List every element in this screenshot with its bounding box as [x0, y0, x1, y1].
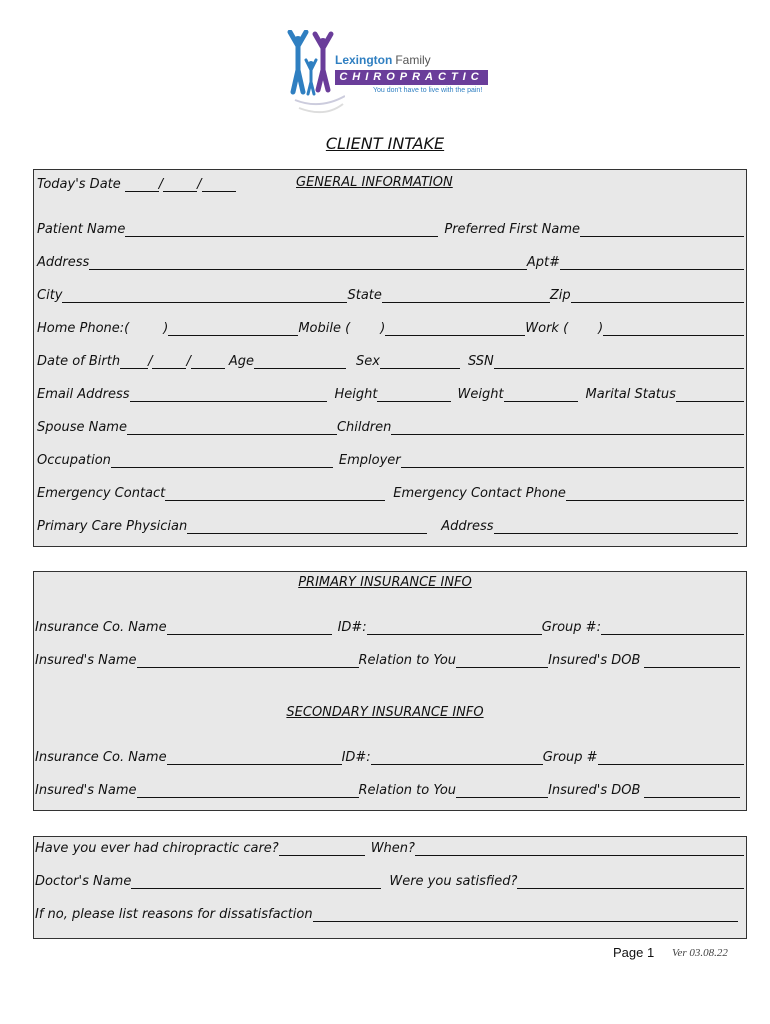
dob-day-field[interactable] — [152, 354, 186, 369]
todays-date-row: Today's Date / / — [37, 175, 744, 195]
city-row: City State Zip — [37, 286, 744, 306]
secondary-insurance-id-field[interactable] — [371, 750, 543, 765]
city-field[interactable] — [62, 288, 347, 303]
emergency-contact-row: Emergency Contact Emergency Contact Phone — [37, 484, 744, 504]
patient-name-field[interactable] — [125, 222, 438, 237]
primary-insurance-group-field[interactable] — [601, 620, 744, 635]
patient-name-row: Patient Name Preferred First Name — [37, 220, 744, 240]
prior-care-field[interactable] — [279, 841, 365, 856]
logo-name: Lexington Family — [335, 53, 431, 67]
spouse-name-field[interactable] — [127, 420, 337, 435]
page-number: Page 1 — [613, 945, 655, 960]
home-phone-field[interactable] — [168, 321, 298, 336]
page-title: CLIENT INTAKE — [325, 134, 445, 153]
secondary-insurance-heading: SECONDARY INSURANCE INFO — [286, 705, 484, 720]
address-field[interactable] — [89, 255, 527, 270]
employer-field[interactable] — [401, 453, 744, 468]
secondary-relation-field[interactable] — [456, 783, 548, 798]
version-label: Ver 03.08.22 — [672, 947, 728, 959]
children-field[interactable] — [391, 420, 744, 435]
spouse-row: Spouse Name Children — [37, 418, 744, 438]
logo-tagline: You don't have to live with the pain! — [373, 87, 483, 94]
general-information-heading: GENERAL INFORMATION — [296, 175, 453, 190]
primary-insurance-id-field[interactable] — [367, 620, 542, 635]
pcp-address-field[interactable] — [494, 519, 738, 534]
secondary-insurance-company-row: Insurance Co. Name ID#: Group # — [35, 748, 744, 768]
dob-month-field[interactable] — [120, 354, 148, 369]
primary-insured-row: Insured's Name Relation to You Insured's DOB — [35, 651, 740, 671]
clinic-logo — [285, 30, 490, 125]
secondary-insurance-company-field[interactable] — [167, 750, 342, 765]
secondary-insured-dob-field[interactable] — [644, 783, 740, 798]
primary-insured-dob-field[interactable] — [644, 653, 740, 668]
state-field[interactable] — [382, 288, 550, 303]
primary-care-row: Primary Care Physician Address — [37, 517, 738, 537]
work-phone-field[interactable] — [603, 321, 744, 336]
weight-field[interactable] — [504, 387, 578, 402]
sex-field[interactable] — [380, 354, 460, 369]
dob-year-field[interactable] — [191, 354, 225, 369]
primary-care-physician-field[interactable] — [187, 519, 427, 534]
age-field[interactable] — [254, 354, 346, 369]
apt-field[interactable] — [560, 255, 744, 270]
primary-insured-name-field[interactable] — [137, 653, 359, 668]
todays-date-day-field[interactable] — [163, 177, 197, 192]
dissatisfaction-reasons-field[interactable] — [313, 907, 738, 922]
doctor-name-row: Doctor's Name Were you satisfied? — [35, 872, 744, 892]
mobile-phone-field[interactable] — [385, 321, 525, 336]
email-field[interactable] — [130, 387, 327, 402]
todays-date-year-field[interactable] — [202, 177, 236, 192]
phone-row: Home Phone:( ) Mobile ( ) Work ( ) — [37, 319, 744, 339]
ssn-field[interactable] — [494, 354, 744, 369]
todays-date-month-field[interactable] — [125, 177, 159, 192]
address-row: Address Apt# — [37, 253, 744, 273]
secondary-insured-row: Insured's Name Relation to You Insured's DOB — [35, 781, 740, 801]
dob-row: Date of Birth / / Age Sex SSN — [37, 352, 744, 372]
preferred-first-name-field[interactable] — [580, 222, 744, 237]
occupation-row: Occupation Employer — [37, 451, 744, 471]
primary-relation-field[interactable] — [456, 653, 548, 668]
logo-chiropractic: CHIROPRACTIC — [335, 70, 488, 85]
doctor-name-field[interactable] — [131, 874, 381, 889]
emergency-contact-phone-field[interactable] — [566, 486, 744, 501]
primary-insurance-company-field[interactable] — [167, 620, 332, 635]
dissatisfaction-row: If no, please list reasons for dissatisfaction — [35, 905, 738, 925]
secondary-insurance-group-field[interactable] — [598, 750, 744, 765]
primary-insurance-company-row: Insurance Co. Name ID#: Group #: — [35, 618, 744, 638]
occupation-field[interactable] — [111, 453, 333, 468]
satisfied-field[interactable] — [517, 874, 744, 889]
secondary-insured-name-field[interactable] — [137, 783, 359, 798]
primary-insurance-heading: PRIMARY INSURANCE INFO — [298, 575, 472, 590]
marital-status-field[interactable] — [676, 387, 744, 402]
insurance-section — [33, 571, 747, 811]
emergency-contact-field[interactable] — [165, 486, 385, 501]
prior-care-when-field[interactable] — [415, 841, 744, 856]
zip-field[interactable] — [571, 288, 744, 303]
height-field[interactable] — [377, 387, 451, 402]
prior-care-row: Have you ever had chiropractic care? When? — [35, 839, 744, 859]
email-row: Email Address Height Weight Marital Status — [37, 385, 744, 405]
